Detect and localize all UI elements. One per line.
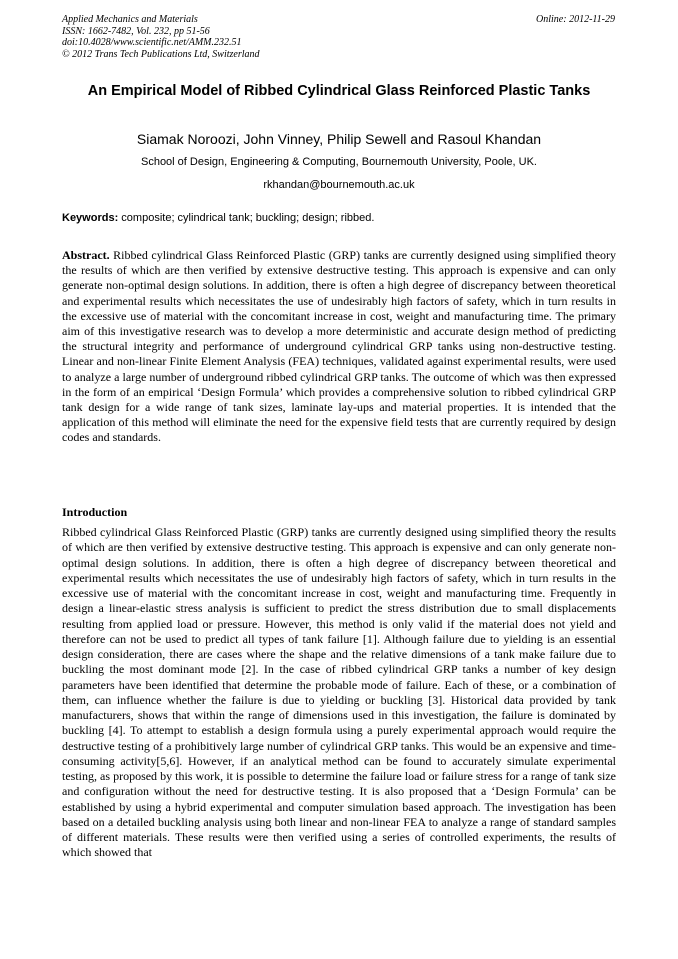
intro-heading: Introduction	[62, 505, 128, 519]
abstract	[62, 248, 616, 446]
online-date: Online: 2012-11-29	[536, 14, 615, 25]
issn-line: ISSN: 1662-7482, Vol. 232, pp 51-56	[62, 25, 210, 37]
abstract-text: Ribbed cylindrical Glass Reinforced Plastic (GRP) tanks are currently designed using simplified theory the results of which are then verified by extensive destructive testing. This approach is expensive and can only generate non-optimal design solutions. In addition, there is often a high degree of discrepancy between theoretical and experimental results which necessitates the use of undesirably high factors of safety, which in turn results in the excessive use of material with the concomitant increase in cost, weight and manufacturing time. The primary aim of this investigative research was to develop a more deterministic and accurate design method of predicting the structural integrity and performance of underground cylindrical GRP tanks using non-destructive testing. Linear and non-linear Finite Element Analysis (FEA) techniques, validated against experimental results, were used to analyze a large number of underground ribbed cylindrical GRP tanks. The outcome of which was then expressed in the form of an empirical ‘Design Formula’ which provides a comprehensive solution to ribbed cylindrical GRP tank design for a wide range of tank sizes, laminate lay-ups and material properties. It is intended that the application of this method will eliminate the need for the expensive field tests that are currently required by design codes and standards.	[62, 248, 616, 445]
keywords-text: composite; cylindrical tank; buckling; design; ribbed.	[118, 212, 375, 224]
journal-header	[62, 14, 260, 60]
author-affiliation: School of Design, Engineering & Computing, Bournemouth University, Poole, UK.	[140, 156, 537, 168]
abstract-label: Abstract.	[62, 248, 110, 262]
intro-paragraph: Ribbed cylindrical Glass Reinforced Plastic (GRP) tanks are currently designed using simplified theory the results of which are then verified by extensive destructive testing. This approach is expensive and can only generate non-optimal design solutions. In addition, there is often a high degree of discrepancy between theoretical and experimental results which necessitates the use of undesirably high factors of safety, which in turn results in the excessive use of material with the concomitant increase in cost, weight and manufacturing time. Frequently in design a linear-elastic stress analysis is sufficient to predict the stress distribution due to small displacements resulting from applied load or pressure. However, this method is only valid if the material does not yield and therefore can not be used to predict all types of tank failure [1]. Although failure due to yielding is an essential design consideration, there are cases where the shape and the relative dimensions of a tank make failure due to buckling the most dominant mode [2]. In the case of ribbed cylindrical GRP tanks a number of key design parameters have been identified that determine the probable mode of failure. Each of these, or a combination of them, can influence whether the failure is due to yielding or buckling [3]. Historical data provided by tank manufacturers, shows that within the range of dimensions used in this investigation, the failure is dominated by buckling [4]. To attempt to establish a design formula using a purely experimental approach would require the destructive testing of a prohibitively large number of cylindrical GRP tanks. This would be an expensive and time-consuming activity[5,6]. However, if an analytical method can be found to accurately simulate experimental testing, as proposed by this work, it is possible to determine the failure load or failure stress for a range of tank size and configuration without the need for destructive testing. It is also proposed that a ‘Design Formula’ can be established by using a hybrid experimental and computer simulation based approach. The investigation has been based on a detailed buckling analysis using both linear and non-linear FEA to analyze a range of standard samples of different materials. These results were then verified using a series of controlled experiments, the results of which showed that	[62, 525, 616, 860]
keywords	[62, 211, 616, 225]
copyright-line: © 2012 Trans Tech Publications Ltd, Switzerland	[62, 48, 260, 60]
journal-name: Applied Mechanics and Materials	[62, 14, 198, 25]
author-email: rkhandan@bournemouth.ac.uk	[263, 179, 415, 191]
paper-authors: Siamak Noroozi, John Vinney, Philip Sewell and Rasoul Khandan	[136, 131, 542, 147]
doi-line: doi:10.4028/www.scientific.net/AMM.232.51	[62, 37, 242, 48]
keywords-label: Keywords:	[62, 212, 119, 224]
paper-title: An Empirical Model of Ribbed Cylindrical Glass Reinforced Plastic Tanks	[87, 83, 591, 99]
